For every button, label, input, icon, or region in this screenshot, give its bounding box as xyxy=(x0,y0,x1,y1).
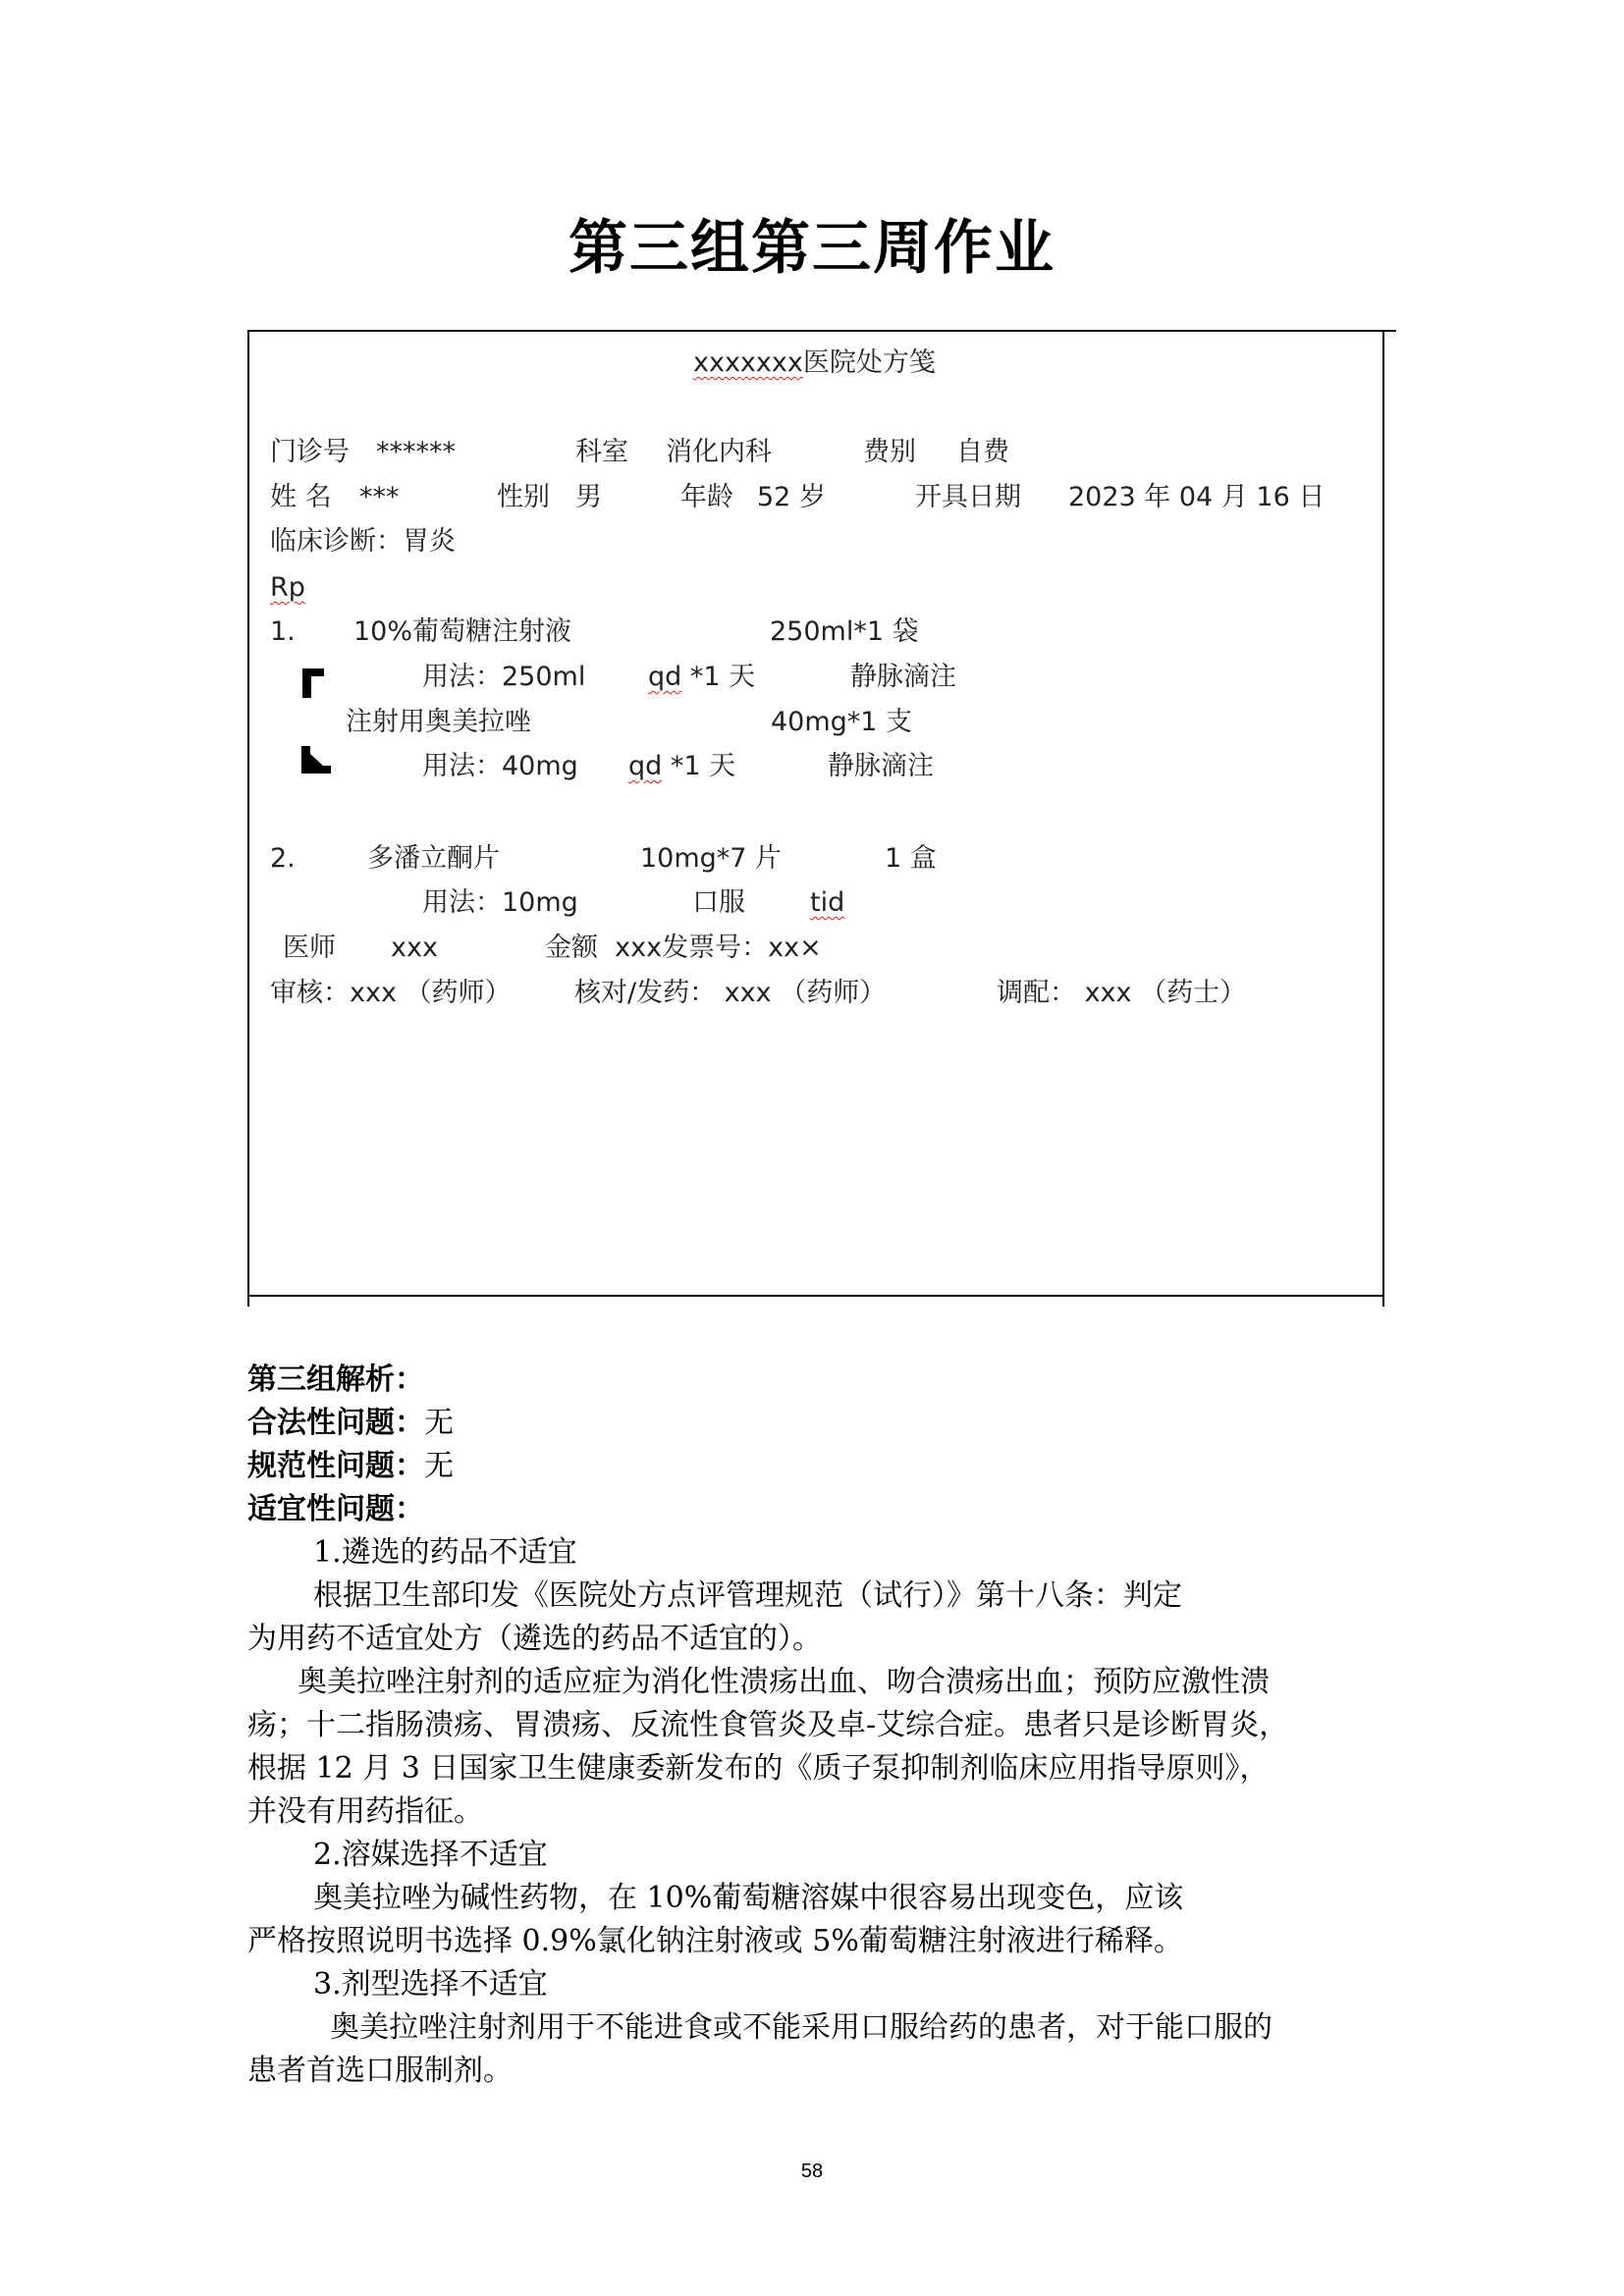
legality-label: 合法性问题： xyxy=(247,1406,424,1440)
point1-line: 奥美拉唑注射剂的适应症为消化性溃疡出血、吻合溃疡出血；预防应激性溃 xyxy=(298,1665,1270,1699)
item1-drug-b-qty: 40mg*1 支 xyxy=(771,707,913,737)
point1-line: 为用药不适宜处方（遴选的药品不适宜的）。 xyxy=(247,1622,822,1656)
box-corner-mark xyxy=(1382,330,1384,340)
amount xyxy=(545,934,822,961)
item1-usage-b-label: 用法：40mg xyxy=(422,751,578,781)
box-corner-mark xyxy=(247,1295,249,1307)
item1-usage-b-route: 静脉滴注 xyxy=(828,751,934,781)
point1-line: 根据卫生部印发《医院处方点评管理规范（试行）》第十八条：判定 xyxy=(313,1578,1182,1613)
point3-line: 患者首选口服制剂。 xyxy=(247,2054,513,2088)
item1-usage-a xyxy=(648,664,755,690)
dispense-sign: 核对/发药： xxx （药师） xyxy=(574,978,887,1008)
doctor-value: xxx xyxy=(391,933,438,963)
prepare-sign: 调配： xxx （药士） xyxy=(997,978,1247,1008)
box-corner-mark xyxy=(1382,330,1396,332)
review-sign: 审核：xxx （药师） xyxy=(270,978,512,1008)
page-number: 58 xyxy=(800,2161,824,2182)
item1-usage-a-days: *1 天 xyxy=(689,662,756,692)
doctor-label: 医师 xyxy=(283,933,336,963)
item1-drug-a: 10%葡萄糖注射液 xyxy=(353,616,572,647)
item1-number: 1. xyxy=(270,616,296,647)
legality-value: 无 xyxy=(424,1406,454,1440)
name-value: *** xyxy=(359,482,400,512)
legality-row xyxy=(247,1406,454,1440)
age-label: 年龄 xyxy=(680,482,733,512)
item2-spec: 10mg*7 片 xyxy=(640,843,783,874)
item2-freq: tid xyxy=(810,887,845,918)
item1-usage-a-route: 静脉滴注 xyxy=(850,662,956,692)
analysis-heading: 第三组解析： xyxy=(247,1362,424,1397)
item1-usage-b xyxy=(628,753,735,779)
name-label: 姓 名 xyxy=(270,482,332,512)
point1-line: 根据 12 月 3 日国家卫生健康委新发布的《质子泵抑制剂临床应用指导原则》， xyxy=(247,1751,1270,1786)
item1-usage-b-freq: qd xyxy=(628,751,663,781)
item1-drug-a-qty: 250ml*1 袋 xyxy=(770,616,919,647)
prescription-header-label: 医院处方笺 xyxy=(802,347,936,378)
item1-usage-b-days: *1 天 xyxy=(670,751,736,781)
clinic-no-value: ****** xyxy=(376,437,456,467)
standard-label: 规范性问题： xyxy=(247,1449,424,1483)
date-label: 开具日期 xyxy=(915,482,1021,512)
point1-line: 疡；十二指肠溃疡、胃溃疡、反流性食管炎及卓-艾综合症。患者只是诊断胃炎， xyxy=(247,1708,1289,1742)
group-bracket-top-icon xyxy=(302,668,324,698)
diagnosis xyxy=(270,528,456,555)
clinic-no-label: 门诊号 xyxy=(270,437,350,467)
item1-usage-a-label: 用法：250ml xyxy=(422,662,586,692)
diagnosis-value: 胃炎 xyxy=(403,526,456,557)
invoice-value: xx× xyxy=(768,933,822,963)
item2-number: 2. xyxy=(270,843,296,874)
item2-qty: 1 盒 xyxy=(885,843,937,874)
dept-value: 消化内科 xyxy=(666,437,772,467)
item1-usage-a-freq: qd xyxy=(648,662,682,692)
standard-row xyxy=(247,1449,454,1483)
point1-line: 并没有用药指征。 xyxy=(247,1794,483,1829)
page-title: 第三组第三周作业 xyxy=(568,214,1056,283)
rp-label: Rp xyxy=(270,572,305,603)
box-corner-mark xyxy=(1382,1295,1384,1307)
fee-label: 费别 xyxy=(863,437,916,467)
diagnosis-label: 临床诊断： xyxy=(270,526,403,557)
group-bracket-bottom-icon xyxy=(301,746,331,774)
point2-title: 2.溶媒选择不适宜 xyxy=(313,1838,548,1872)
item2-route: 口服 xyxy=(692,887,745,918)
invoice-label: 发票号： xyxy=(662,933,769,963)
item2-drug: 多潘立酮片 xyxy=(367,843,500,874)
amount-value: xxx xyxy=(615,933,663,963)
age-value: 52 岁 xyxy=(757,482,826,512)
prescription-header xyxy=(693,349,936,376)
standard-value: 无 xyxy=(424,1449,454,1483)
dept-label: 科室 xyxy=(575,437,628,467)
date-value: 2023 年 04 月 16 日 xyxy=(1068,482,1326,512)
amount-label: 金额 xyxy=(545,933,598,963)
point3-title: 3.剂型选择不适宜 xyxy=(313,1967,548,2002)
point1-title: 1.遴选的药品不适宜 xyxy=(313,1535,577,1570)
point2-line: 奥美拉唑为碱性药物，在 10%葡萄糖溶媒中很容易出现变色，应该 xyxy=(313,1881,1184,1915)
item2-usage-label: 用法：10mg xyxy=(422,887,578,918)
sex-label: 性别 xyxy=(497,482,550,512)
sex-value: 男 xyxy=(575,482,602,512)
prescription-box xyxy=(247,330,1384,1297)
fee-value: 自费 xyxy=(956,437,1009,467)
point2-line: 严格按照说明书选择 0.9%氯化钠注射液或 5%葡萄糖注射液进行稀释。 xyxy=(247,1924,1183,1958)
suitability-label: 适宜性问题： xyxy=(247,1492,424,1526)
point3-line: 奥美拉唑注射剂用于不能进食或不能采用口服给药的患者，对于能口服的 xyxy=(330,2010,1272,2045)
hospital-mask: xxxxxxx xyxy=(693,347,803,378)
item1-drug-b: 注射用奥美拉唑 xyxy=(346,707,531,737)
